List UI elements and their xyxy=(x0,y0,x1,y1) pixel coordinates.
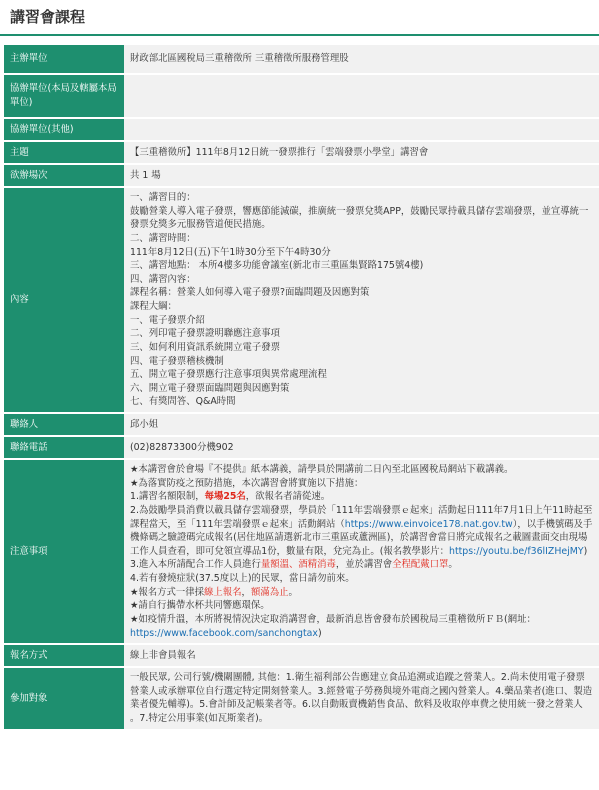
value-contact: 邱小姐 xyxy=(124,414,599,435)
row-co-organizer-other xyxy=(4,119,599,140)
label-notes: 注意事項 xyxy=(4,460,124,643)
notes-text: ★報名方式一律採 xyxy=(130,586,205,598)
label-sessions: 欲辦場次 xyxy=(4,165,124,186)
content-line: 二、講習時間： xyxy=(130,232,196,244)
row-notes xyxy=(4,460,599,643)
value-co-organizer-other xyxy=(124,119,599,140)
row-contact xyxy=(4,414,599,435)
notes-text: 。 xyxy=(448,559,458,571)
value-notes xyxy=(124,460,599,643)
content-line: 鼓勵營業人導入電子發票，響應節能減碳，推廣統一發票兌獎APP，鼓勵民眾持載具儲存雲端發票，並宣導統一發票兌獎多元服務管道便民措施。 xyxy=(130,205,589,231)
notes-paragraph: ★為落實防疫之預防措施，本次講習會將實施以下措施： xyxy=(130,477,364,489)
label-subject: 主題 xyxy=(4,142,124,163)
label-phone: 聯絡電話 xyxy=(4,437,124,458)
einvoice-link[interactable]: https://www.einvoice178.nat.gov.tw xyxy=(344,518,513,530)
notes-paragraph xyxy=(130,613,593,640)
row-phone xyxy=(4,437,599,458)
row-audience xyxy=(4,668,599,729)
notes-paragraph: 4.若有發燒症狀(37.5度以上)的民眾，當日請勿前來。 xyxy=(130,573,355,584)
content-line: 五、開立電子發票應行注意事項與異常處理流程 xyxy=(130,369,327,381)
notes-highlight: 額滿為止 xyxy=(250,586,289,598)
notes-paragraph xyxy=(130,504,593,559)
notes-text: 2.為鼓勵學員消費以載具儲存雲端發票，學員於「111年雲端發票ｅ起來」活動起日111年7月1日上午11時起至課程當天，至「111年雲端發票ｅ起來」活動網站（ xyxy=(130,504,593,530)
label-signup: 報名方式 xyxy=(4,645,124,666)
label-co-organizer-other: 協辦單位(其他) xyxy=(4,119,124,140)
notes-paragraph: ★本講習會於會場『不提供』紙本講義，請學員於開講前二日內至北區國稅局網站下載講義。 xyxy=(130,464,514,475)
notes-text: ) xyxy=(583,545,588,557)
value-subject: 【三重稽徵所】111年8月12日統一發票推行「雲端發票小學堂」講習會 xyxy=(124,142,599,163)
label-audience: 參加對象 xyxy=(4,668,124,729)
notes-highlight: 量額溫、酒精消毒 xyxy=(260,559,336,571)
notes-highlight: 全程配戴口罩 xyxy=(392,559,449,571)
notes-highlight: 線上報名 xyxy=(204,586,242,598)
content-line: 二、列印電子發票證明聯應注意事項 xyxy=(130,328,281,340)
row-signup xyxy=(4,645,599,666)
notes-text: ，欲報名者請從速。 xyxy=(245,491,331,503)
content-line: 一、講習目的： xyxy=(130,192,196,203)
notes-text: ， xyxy=(241,586,251,598)
content-line: 一、電子發票介紹 xyxy=(130,314,206,326)
content-line: 六、開立電子發票面臨問題與因應對策 xyxy=(130,382,290,394)
label-co-organizer: 協辦單位(本局及轄屬本局單位) xyxy=(4,75,124,117)
youtube-link[interactable]: https://youtu.be/f36lIZHejMY xyxy=(449,545,584,557)
value-organizer: 財政部北區國稅局三重稽徵所 三重稽徵所服務管理股 xyxy=(124,45,599,73)
value-signup: 線上非會員報名 xyxy=(124,645,599,666)
row-sessions xyxy=(4,165,599,186)
content-line: 七、有獎問答、Q&A時間 xyxy=(130,396,236,408)
label-content: 內容 xyxy=(4,188,124,412)
notes-text: 。 xyxy=(288,586,298,598)
content-line: 四、電子發票稽核機制 xyxy=(130,355,224,367)
value-phone: (02)82873300分機902 xyxy=(124,437,599,458)
value-co-organizer xyxy=(124,75,599,117)
notes-highlight: 每場25名 xyxy=(204,491,246,503)
row-subject xyxy=(4,142,599,163)
notes-paragraph xyxy=(130,558,593,572)
content-line: 課程名稱：營業人如何導入電子發票?面臨問題及因應對策 xyxy=(130,287,370,299)
notes-text: ），以手機號碼及手機條碼之驗證碼完成報名(居住地區請選新北市三重區或蘆洲區)，於講習會當日將完成報名之載圖畫面交由現場工作人員查看，即可兌領宣導品1份，數量有限，兌完為止。(報名教學影片： xyxy=(130,518,593,557)
value-content xyxy=(124,188,599,412)
content-line: 課程大綱： xyxy=(130,301,177,312)
page-header xyxy=(0,0,599,36)
notes-text: ，並於講習會 xyxy=(335,559,393,571)
page-title: 講習會課程 xyxy=(10,8,86,26)
content-line: 111年8月12日(五)下午1時30分至下午4時30分 xyxy=(130,246,331,258)
label-organizer: 主辦單位 xyxy=(4,45,124,73)
course-info-table xyxy=(4,43,599,731)
content-line: 三、講習地點： 本所4樓多功能會議室(新北市三重區集賢路175號4樓) xyxy=(130,260,424,272)
row-organizer xyxy=(4,45,599,73)
row-co-organizer xyxy=(4,75,599,117)
content-line: 三、如何利用資訊系統開立電子發票 xyxy=(130,341,281,353)
label-contact: 聯絡人 xyxy=(4,414,124,435)
notes-paragraph xyxy=(130,586,593,600)
notes-text: ★如疫情升溫，本所將視情況決定取消講習會，最新消息皆會發布於國稅局三重稽徵所ＦＢ(網址： xyxy=(130,613,536,625)
facebook-link[interactable]: https://www.facebook.com/sanchongtax xyxy=(130,627,318,639)
notes-paragraph xyxy=(130,490,593,504)
content-line: 四、講習內容： xyxy=(130,273,196,285)
notes-paragraph: ★請自行攜帶水杯共同響應環保。 xyxy=(130,600,270,612)
notes-text: ) xyxy=(317,627,322,639)
value-audience: 一般民眾, 公司行號/機關團體, 其他：1.衛生福利部公告應建立食品追溯或追蹤之營業人。2.尚未使用電子發票營業人或承辦單位自行選定特定開刻營業人。3.經營電子勞務與境外電商之國內營業人。4.藥品業者(進口、製造業者優先輔導)。5.會計師及記帳業者等。6.以自動販賣機銷售食品、飲料及收取停車費之使用統一發之營業人 。7.特定公用事業(如瓦斯業者)。 xyxy=(124,668,599,729)
row-content xyxy=(4,188,599,412)
value-sessions: 共 1 場 xyxy=(124,165,599,186)
notes-text: 1.講習名額限制， xyxy=(130,491,205,503)
notes-text: 3.進入本所請配合工作人員進行 xyxy=(130,559,261,571)
